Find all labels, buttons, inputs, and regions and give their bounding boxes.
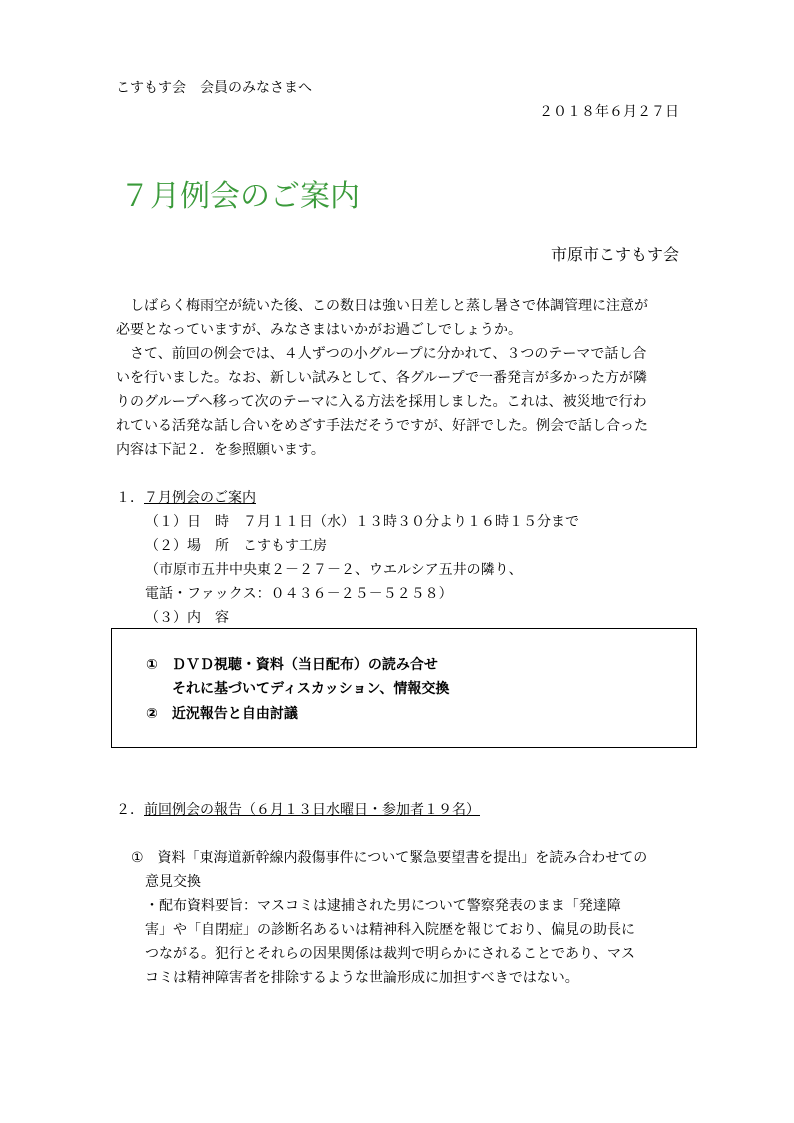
meeting-place: （２）場 所 こすもす工房 <box>145 538 327 554</box>
meeting-phone: 電話・ファックス：０４３６－２５－５２５８） <box>145 586 453 602</box>
section-title: 前回例会の報告（６月１３日水曜日・参加者１９名） <box>144 802 480 818</box>
content-item-1-detail: それに基づいてディスカッション、情報交換 <box>172 681 450 697</box>
section-1-heading <box>116 486 256 510</box>
meeting-datetime: （１）日 時 ７月１１日（水）１３時３０分より１６時１５分まで <box>145 514 579 530</box>
section-title: ７月例会のご案内 <box>144 490 256 506</box>
content-item-2: ② 近況報告と自由討議 <box>146 706 298 722</box>
intro-line: りのグループへ移って次のテーマに入る方法を採用しました。これは、被災地で行わ <box>116 394 647 410</box>
addressee: こすもす会 会員のみなさまへ <box>116 80 312 96</box>
section-number: １． <box>116 490 144 506</box>
section-number: ２． <box>116 802 144 818</box>
organization-name: 市原市こすもす会 <box>550 245 679 264</box>
report-item-1-line: 意見交換 <box>145 874 201 890</box>
intro-line: 内容は下記２．を参照願います。 <box>116 442 325 458</box>
report-summary-line: つながる。犯行とそれらの因果関係は裁判で明らかにされることであり、マス <box>145 946 635 962</box>
intro-line: さて、前回の例会では、４人ずつの小グループに分かれて、３つのテーマで話し合 <box>116 346 647 362</box>
page-title: ７月例会のご案内 <box>120 179 360 214</box>
report-summary-line: ・配布資料要旨：マスコミは逮捕された男について警察発表のまま「発達障 <box>145 898 621 914</box>
report-summary-line: 害」や「自閉症」の診断名あるいは精神科入院歴を報じており、偏見の助長に <box>145 922 635 938</box>
intro-line: しばらく梅雨空が続いた後、この数日は強い日差しと蒸し暑さで体調管理に注意が <box>116 298 648 314</box>
document-date: ２０１８年６月２７日 <box>539 104 679 120</box>
intro-line: 必要となっていますが、みなさまはいかがお過ごしでしょうか。 <box>116 322 522 338</box>
report-item-1: ① 資料「東海道新幹線内殺傷事件について緊急要望書を提出」を読み合わせての <box>131 850 648 866</box>
intro-line: れている活発な話し合いをめざす手法だそうですが、好評でした。例会で話し合った <box>116 418 648 434</box>
section-2-heading <box>116 798 480 822</box>
meeting-content-label: （３）内 容 <box>145 610 229 626</box>
report-summary-line: コミは精神障害者を排除するような世論形成に加担すべきではない。 <box>145 970 579 986</box>
meeting-address: （市原市五井中央東２－２７－２、ウエルシア五井の隣り、 <box>145 562 523 578</box>
content-item-1: ① ＤＶＤ視聴・資料（当日配布）の読み合せ <box>146 657 438 673</box>
intro-line: いを行いました。なお、新しい試みとして、各グループで一番発言が多かった方が隣 <box>116 370 648 386</box>
